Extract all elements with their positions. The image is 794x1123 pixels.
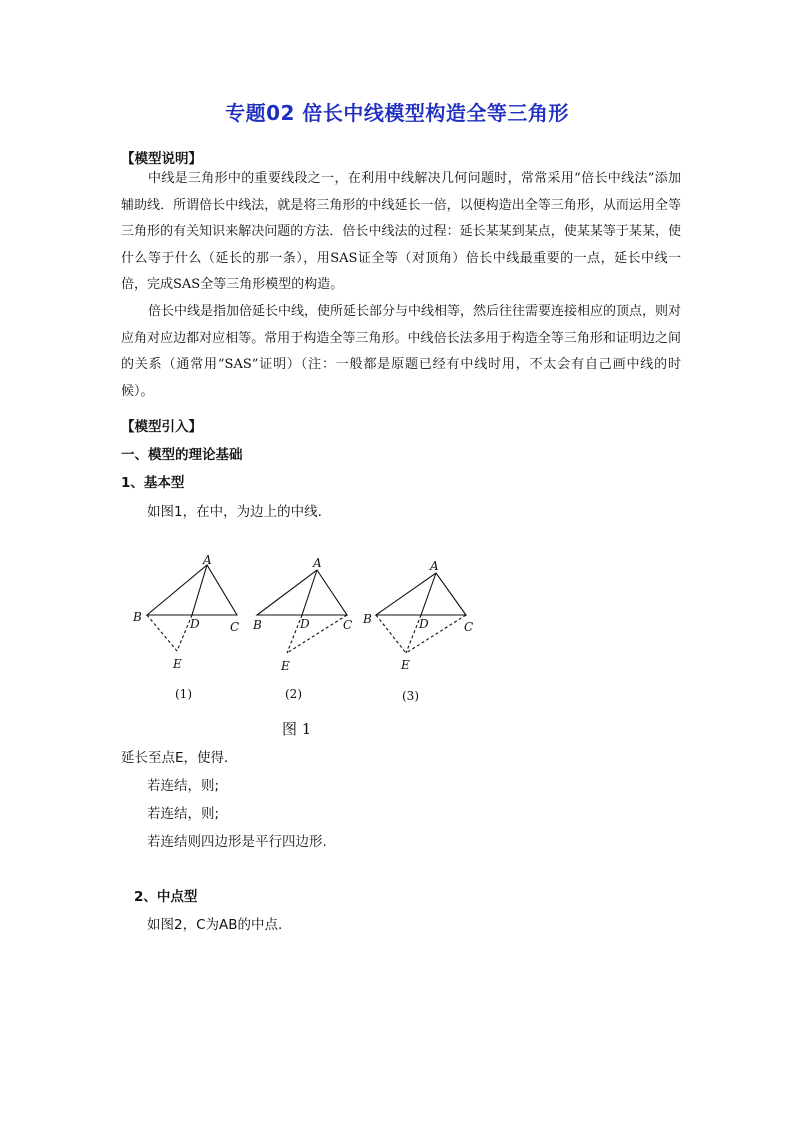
- label-d-3: D: [419, 617, 429, 631]
- label-d-1: D: [190, 617, 200, 631]
- triangle-3-be: [376, 615, 406, 653]
- connect-line-3: 若连结则四边形是平行四边形.: [147, 834, 327, 850]
- label-a-3: A: [430, 559, 439, 573]
- triangle-1-median: [192, 565, 207, 615]
- triangle-2-median: [302, 570, 317, 615]
- extend-line: 延长至点E，使得.: [121, 750, 229, 766]
- label-d-2: D: [300, 617, 310, 631]
- heading-basic-type: 1、基本型: [121, 475, 185, 491]
- label-b-2: B: [253, 618, 262, 632]
- label-e-2: E: [281, 659, 290, 673]
- label-e-1: E: [173, 657, 182, 671]
- triangle-2-outline: [257, 570, 347, 615]
- sub-label-2: (2): [285, 687, 302, 701]
- triangle-3: [376, 573, 466, 653]
- triangle-2: [257, 570, 347, 653]
- page-title: 专题02 倍长中线模型构造全等三角形: [225, 101, 569, 125]
- section-model-intro: 【模型引入】: [121, 419, 202, 435]
- label-b-1: B: [133, 610, 142, 624]
- label-a-1: A: [203, 553, 212, 567]
- figure-2-intro: 如图2，C为AB的中点.: [147, 917, 283, 933]
- heading-midpoint-type: 2、中点型: [134, 889, 198, 905]
- figure-1-intro: 如图1，在中，为边上的中线.: [147, 504, 322, 520]
- figure-1: [125, 553, 485, 703]
- triangle-3-outline: [376, 573, 466, 615]
- connect-line-1: 若连结，则;: [147, 778, 220, 794]
- paragraph-1: 中线是三角形中的重要线段之一，在利用中线解决几何问题时，常常采用“倍长中线法”添加辅助线．所谓倍长中线法，就是将三角形的中线延长一倍，以便构造出全等三角形，从而运用全等三角形的有关知识来解决问题的方法．倍长中线法的过程：延长某某到某点，使某某等于某某，使什么等于什么（延长的那一条），用SAS证全等（对顶角）倍长中线最重要的一点，延长中线一倍，完成SAS全等三角形模型的构造。: [121, 171, 681, 292]
- label-c-2: C: [343, 618, 353, 632]
- sub-label-1: (1): [175, 687, 192, 701]
- connect-line-2: 若连结，则;: [147, 806, 220, 822]
- label-b-3: B: [363, 612, 372, 626]
- label-c-3: C: [464, 620, 474, 634]
- figure-1-caption: 图 1: [282, 720, 312, 738]
- triangle-3-ce: [406, 615, 466, 653]
- heading-theory-basis: 一、模型的理论基础: [121, 447, 243, 463]
- paragraph-2: 倍长中线是指加倍延长中线，使所延长部分与中线相等，然后往往需要连接相应的顶点，则对应角对应边都对应相等。常用于构造全等三角形。中线倍长法多用于构造全等三角形和证明边之间的关系（通常用“SAS”证明）（注：一般都是原题已经有中线时用，不太会有自己画中线的时候）。: [121, 304, 682, 399]
- triangle-1: [147, 565, 240, 651]
- label-c-1: C: [230, 620, 240, 634]
- figure-1-diagram: [125, 553, 485, 703]
- label-a-2: A: [313, 556, 322, 570]
- triangle-1-outline: [147, 565, 237, 615]
- triangle-2-ce: [287, 615, 347, 653]
- section-model-description: 【模型说明】: [121, 151, 202, 167]
- label-e-3: E: [401, 658, 410, 672]
- sub-label-3: (3): [402, 689, 419, 703]
- triangle-1-be: [147, 615, 177, 651]
- triangle-3-median: [421, 573, 436, 615]
